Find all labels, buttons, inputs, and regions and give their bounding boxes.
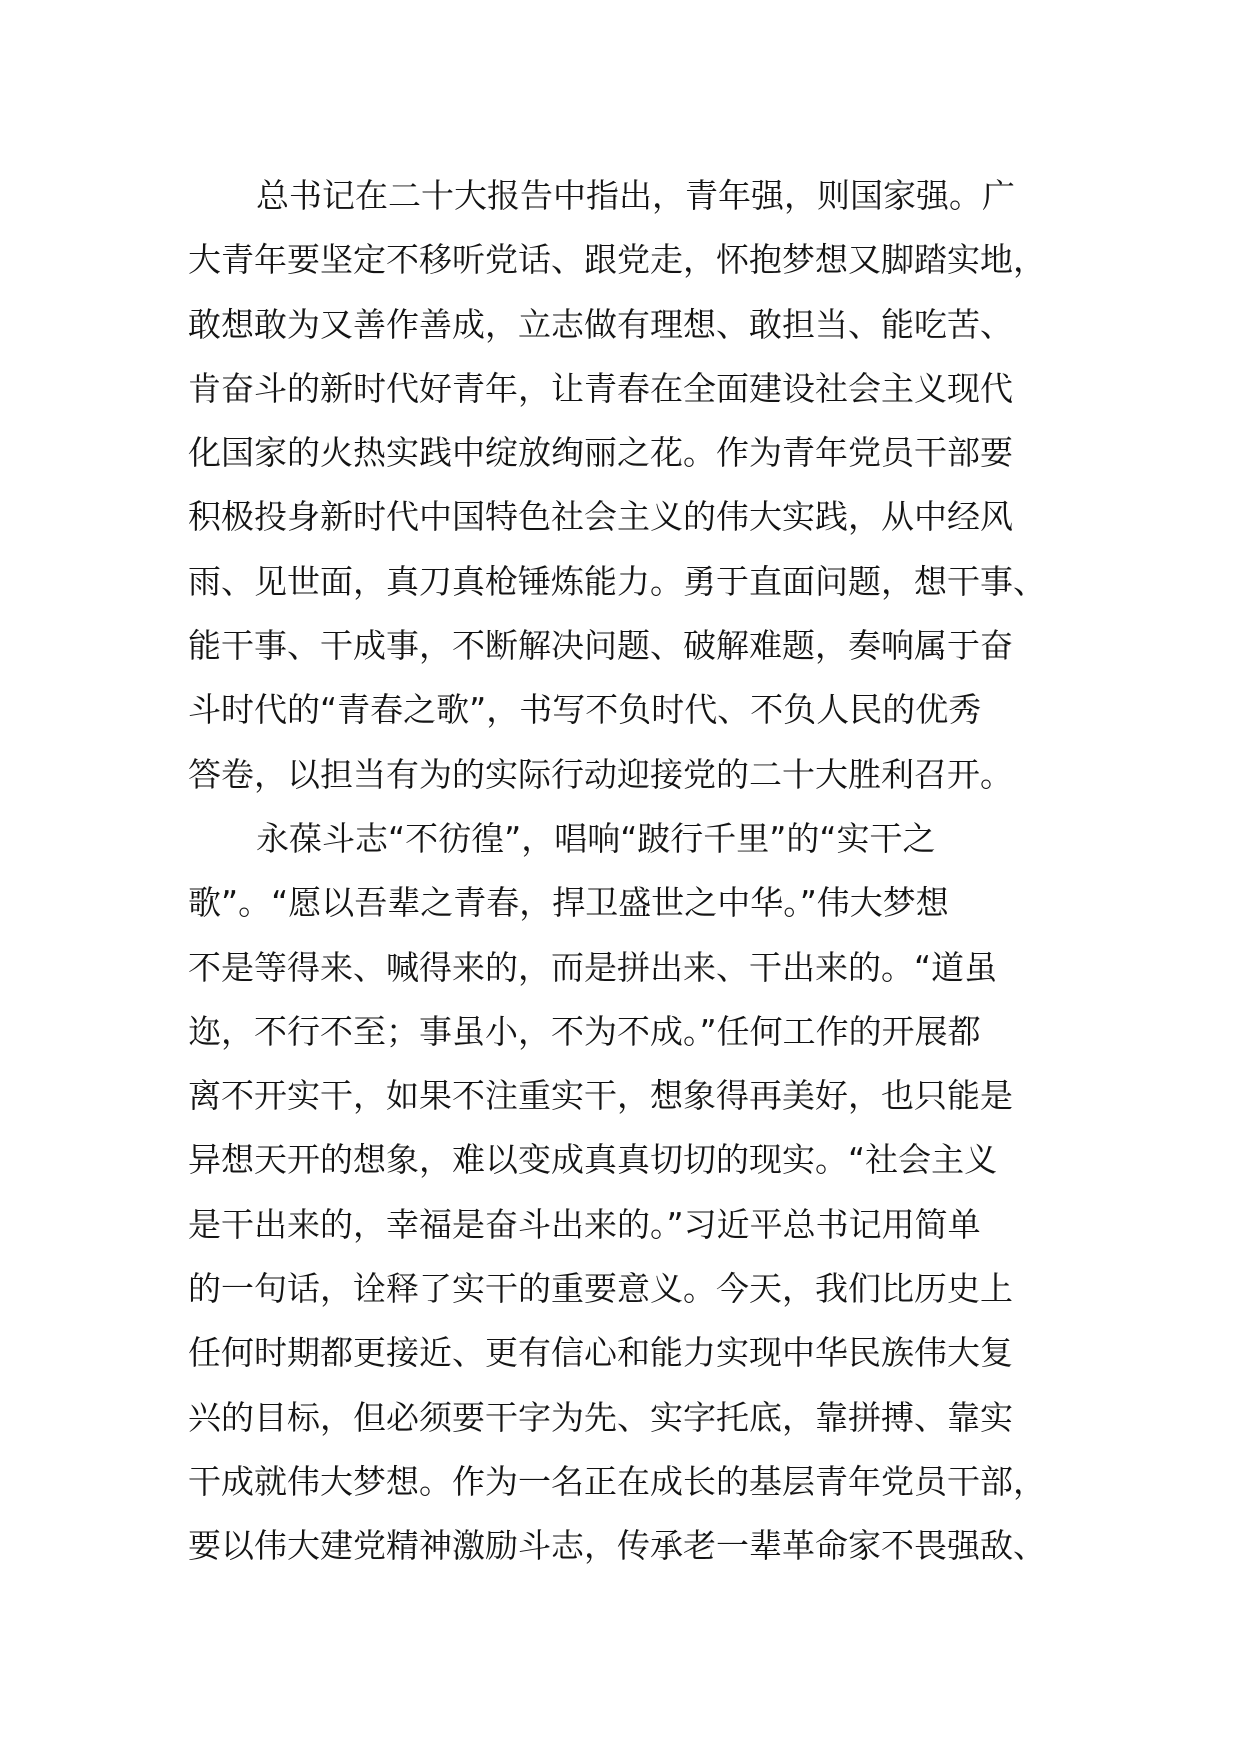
text-line: 斗时代的“青春之歌”，书写不负时代、不负人民的优秀: [188, 690, 982, 730]
paragraph-1: [188, 164, 1068, 807]
text-line: 化国家的火热实践中绽放绚丽之花。作为青年党员干部要: [188, 433, 1013, 473]
paragraph-2: [188, 807, 1068, 1579]
text-line: 雨、见世面，真刀真枪锤炼能力。勇于直面问题，想干事、: [188, 561, 1046, 601]
text-line: 永葆斗志“不彷徨”，唱响“跛行千里”的“实干之: [256, 818, 936, 858]
text-line: 不是等得来、喊得来的，而是拼出来、干出来的。“道虽: [188, 947, 998, 987]
text-line: 答卷，以担当有为的实际行动迎接党的二十大胜利召开。: [188, 754, 1013, 794]
text-line: 敢想敢为又善作善成，立志做有理想、敢担当、能吃苦、: [188, 304, 1013, 344]
text-line: 是干出来的，幸福是奋斗出来的。”习近平总书记用简单: [188, 1204, 981, 1244]
text-line: 的一句话，诠释了实干的重要意义。今天，我们比历史上: [188, 1269, 1013, 1309]
text-line: 迩，不行不至；事虽小，不为不成。”任何工作的开展都: [188, 1011, 981, 1051]
text-line: 肯奋斗的新时代好青年，让青春在全面建设社会主义现代: [188, 368, 1013, 408]
body-text: [188, 164, 1068, 1579]
text-line: 积极投身新时代中国特色社会主义的伟大实践，从中经风: [188, 497, 1013, 537]
text-line: 异想天开的想象，难以变成真真切切的现实。“社会主义: [188, 1140, 998, 1180]
text-line: 要以伟大建党精神激励斗志，传承老一辈革命家不畏强敌、: [188, 1526, 1046, 1566]
text-line: 任何时期都更接近、更有信心和能力实现中华民族伟大复: [188, 1333, 1013, 1373]
text-line: 总书记在二十大报告中指出，青年强，则国家强。广: [256, 176, 1015, 215]
text-line: 大青年要坚定不移听党话、跟党走，怀抱梦想又脚踏实地，: [188, 240, 1046, 280]
text-line: 兴的目标，但必须要干字为先、实字托底，靠拼搏、靠实: [188, 1397, 1013, 1437]
text-line: 离不开实干，如果不注重实干，想象得再美好，也只能是: [188, 1076, 1013, 1116]
text-line: 干成就伟大梦想。作为一名正在成长的基层青年党员干部，: [188, 1461, 1046, 1501]
text-line: 歌”。“愿以吾辈之青春，捍卫盛世之中华。”伟大梦想: [188, 883, 949, 923]
text-line: 能干事、干成事，不断解决问题、破解难题，奏响属于奋: [188, 626, 1013, 666]
